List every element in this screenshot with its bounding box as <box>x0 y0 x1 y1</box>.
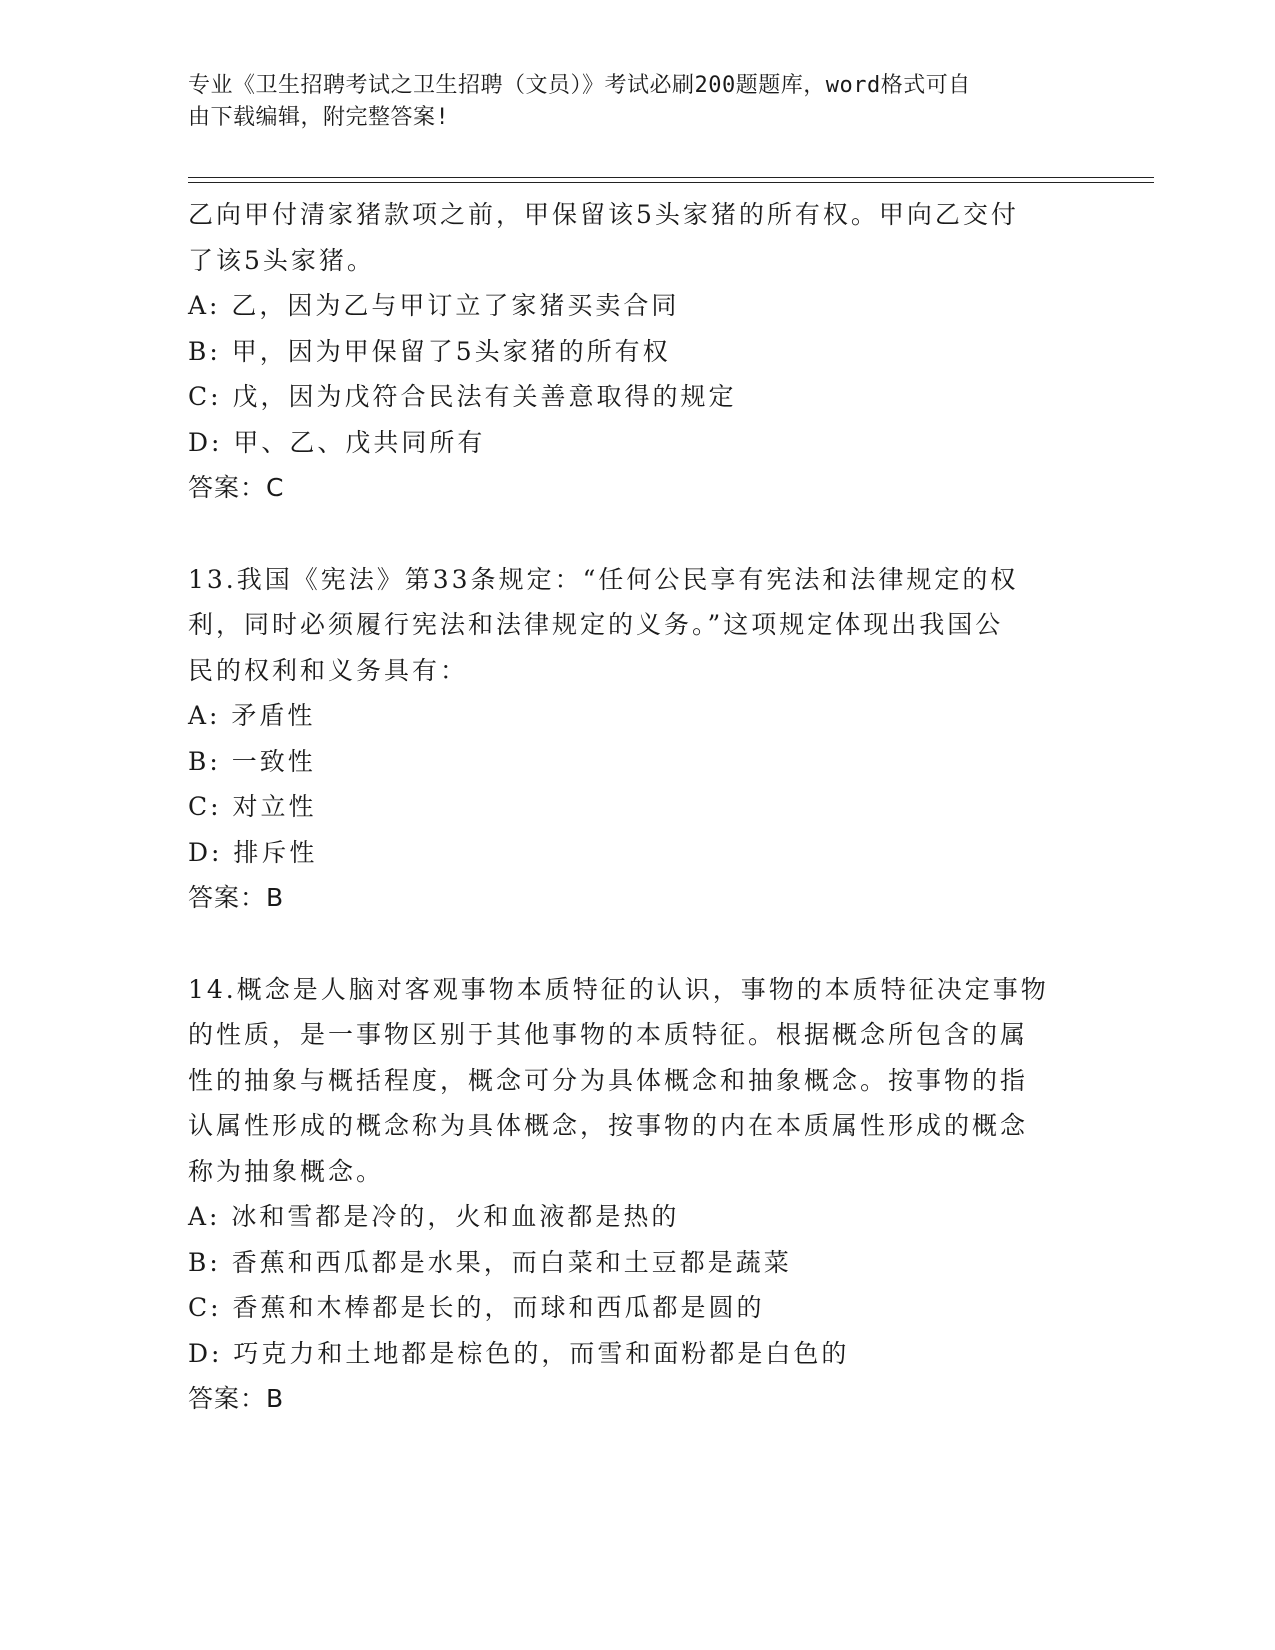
option-c: C: 戊，因为戊符合民法有关善意取得的规定 <box>188 382 737 411</box>
option-d: D: 巧克力和土地都是棕色的，而雪和面粉都是白色的 <box>188 1338 850 1368</box>
option-a: A: 乙，因为乙与甲订立了家猪买卖合同 <box>188 291 680 320</box>
question-stem-line: 的性质，是一事物区别于其他事物的本质特征。根据概念所包含的属 <box>188 1020 1029 1049</box>
option-c: C: 对立性 <box>188 792 317 821</box>
spacer <box>188 921 1088 967</box>
question-stem-line: 14.概念是人脑对客观事物本质特征的认识，事物的本质特征决定事物 <box>188 974 1049 1004</box>
option-c: C: 香蕉和木棒都是长的，而球和西瓜都是圆的 <box>188 1293 765 1322</box>
header-divider-bottom <box>188 182 1154 183</box>
question-stem-line: 认属性形成的概念称为具体概念，按事物的内在本质属性形成的概念 <box>188 1111 1029 1140</box>
option-b: B: 甲，因为甲保留了5头家猪的所有权 <box>188 336 671 366</box>
answer-line: 答案：C <box>188 473 285 502</box>
question-stem-line: 称为抽象概念。 <box>188 1156 385 1186</box>
question-stem-line: 利，同时必须履行宪法和法律规定的义务。”这项规定体现出我国公 <box>188 610 1004 639</box>
option-b: B: 香蕉和西瓜都是水果，而白菜和土豆都是蔬菜 <box>188 1247 792 1277</box>
question-list <box>188 192 1088 1422</box>
question-stem-line: 民的权利和义务具有： <box>188 655 469 685</box>
option-d: D: 排斥性 <box>188 837 318 867</box>
answer-line: 答案：B <box>188 1384 285 1413</box>
spacer <box>188 511 1088 557</box>
question-block <box>188 192 1088 511</box>
question-stem-line: 了该5头家猪。 <box>188 245 375 275</box>
option-d: D: 甲、乙、戊共同所有 <box>188 427 486 457</box>
option-a: A: 冰和雪都是冷的，火和血液都是热的 <box>188 1202 680 1231</box>
answer-line: 答案：B <box>188 883 285 912</box>
option-a: A: 矛盾性 <box>188 701 316 730</box>
question-block <box>188 557 1088 921</box>
question-stem-line: 13.我国《宪法》第33条规定：“任何公民享有宪法和法律规定的权 <box>188 564 1019 594</box>
question-block <box>188 967 1088 1422</box>
header-line: 专业《卫生招聘考试之卫生招聘（文员）》考试必刷200题题库，word格式可自 <box>188 73 971 98</box>
header-line: 由下载编辑，附完整答案! <box>188 105 450 130</box>
question-stem-line: 乙向甲付清家猪款项之前，甲保留该5头家猪的所有权。甲向乙交付 <box>188 200 1019 229</box>
header-divider-top <box>188 177 1154 178</box>
question-stem-line: 性的抽象与概括程度，概念可分为具体概念和抽象概念。按事物的指 <box>188 1065 1029 1095</box>
page-header <box>188 70 1068 134</box>
option-b: B: 一致性 <box>188 746 316 776</box>
